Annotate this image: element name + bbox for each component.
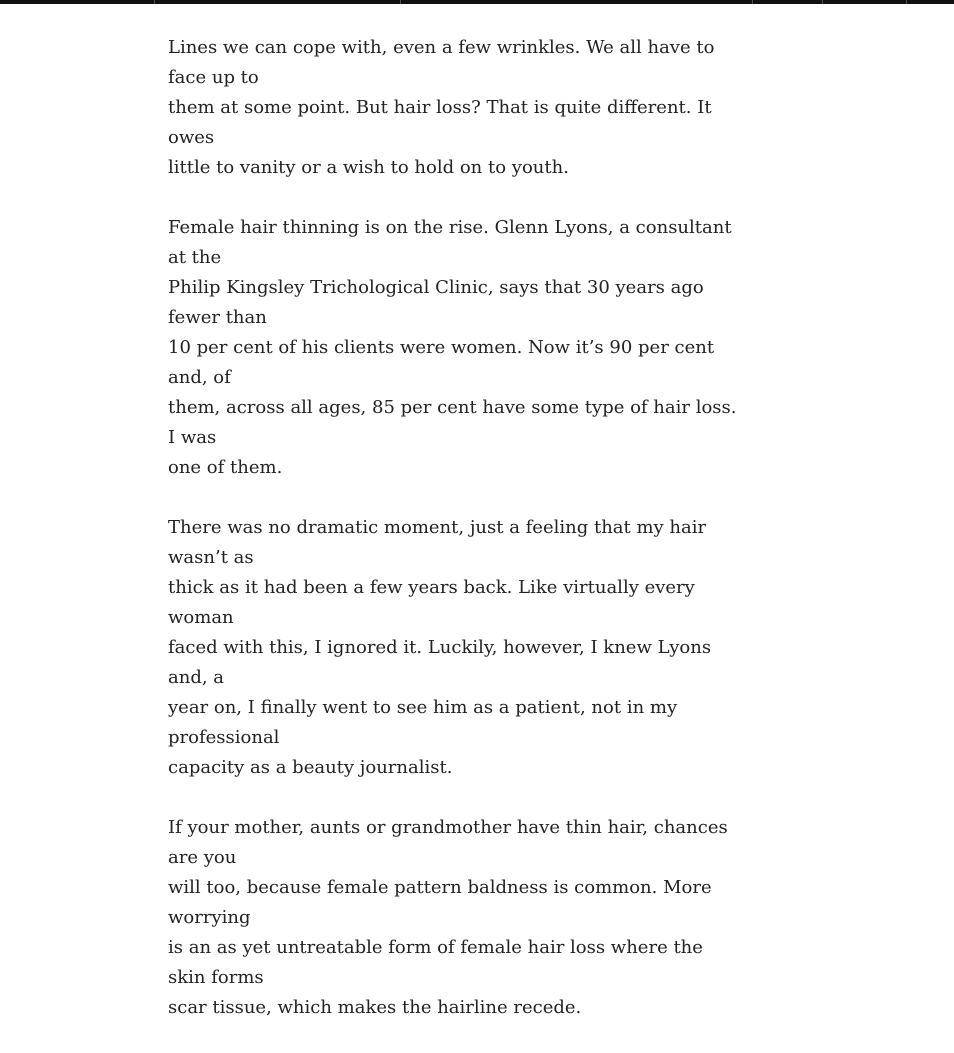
article-paragraph: Female hair thinning is on the rise. Glenn Lyons, a consultant at the Philip Kingsley Trichological Clinic, says that 30 years ago fewer than 10 per cent of his clients were women. Now it’s 90 per cent and, of them, across all ages, 85 per cent have some type of hair loss. I was one of them.: [168, 217, 737, 478]
nav-divider: [906, 0, 907, 4]
top-navigation-bar: [0, 0, 954, 4]
nav-divider: [400, 0, 401, 4]
nav-divider: [752, 0, 753, 4]
article-paragraph: There was no dramatic moment, just a feeling that my hair wasn’t as thick as it had been a few years back. Like virtually every woman faced with this, I ignored it. Luckily, however, I knew Lyons and, a year on, I finally went to see him as a patient, not in my professional capacity as a beauty journalist.: [168, 517, 712, 778]
nav-divider: [822, 0, 823, 4]
article-paragraph: Lines we can cope with, even a few wrinkles. We all have to face up to them at some point. But hair loss? That is quite different. It owes little to vanity or a wish to hold on to youth.: [168, 37, 715, 178]
nav-divider: [154, 0, 155, 4]
article-body: [168, 33, 748, 1053]
article-paragraph: If your mother, aunts or grandmother have thin hair, chances are you will too, because female pattern baldness is common. More worrying is an as yet untreatable form of female hair loss where the skin forms scar tissue, which makes the hairline recede.: [168, 817, 728, 1018]
